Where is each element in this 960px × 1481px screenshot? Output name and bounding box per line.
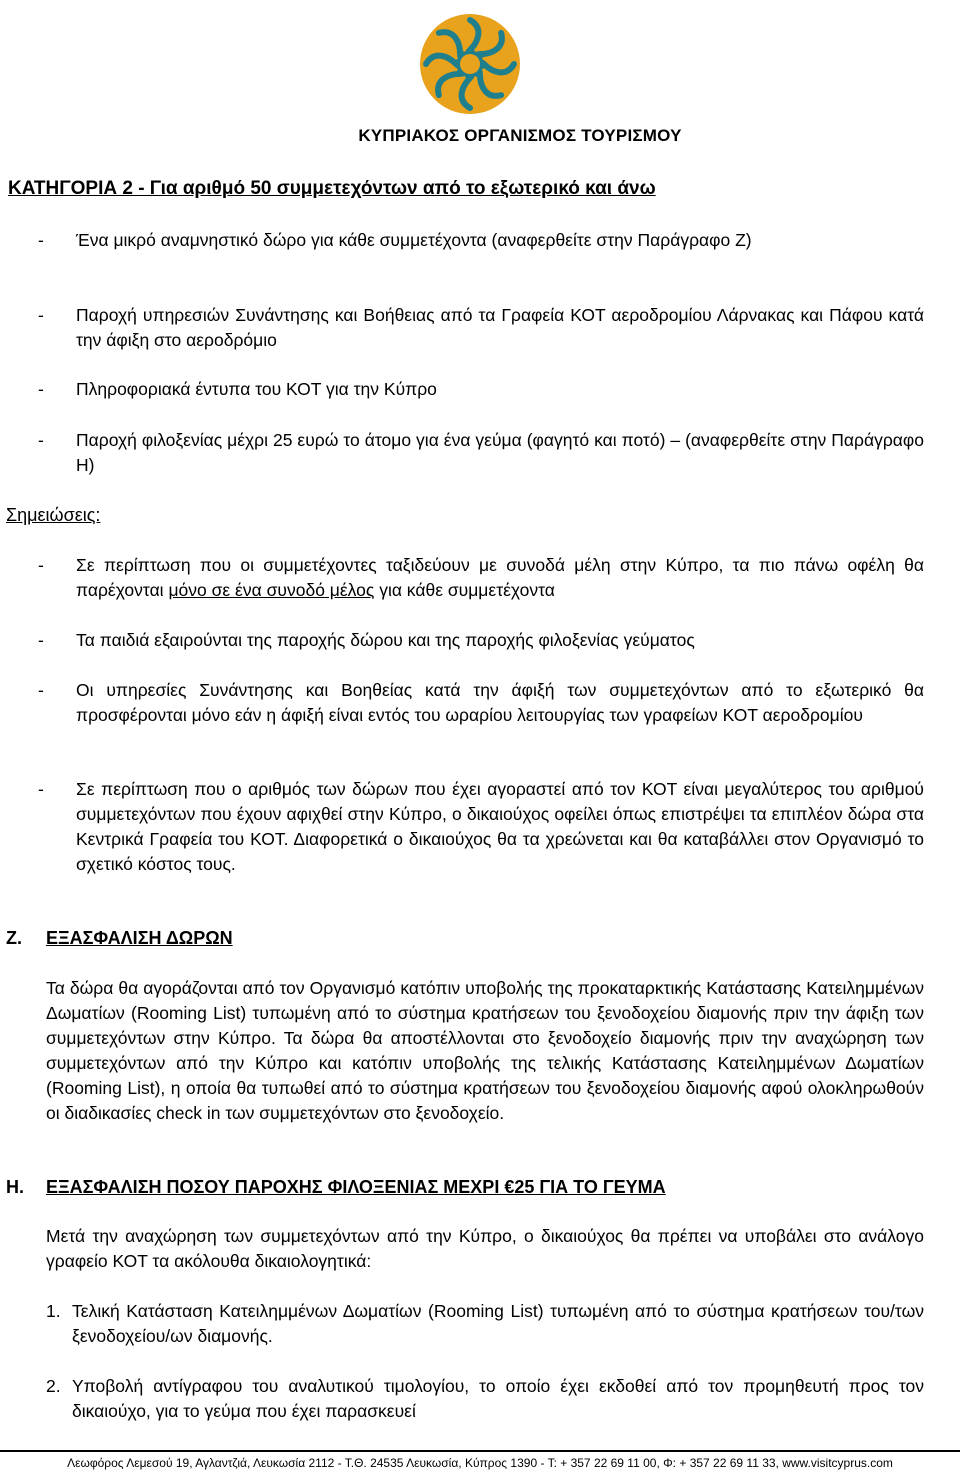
section-h-intro: Μετά την αναχώρηση των συμμετεχόντων από την Κύπρο, ο δικαιούχος θα πρέπει να υποβάλει στο ανάλογο γραφείο ΚΟΤ τα ακόλουθα δικαιολογητικά: [46, 1226, 924, 1271]
note-text-start: Σε περίπτωση που οι συμμετέχοντες ταξιδεύουν με συνοδά μέλη στην Κύπρο, τα πιο πάνω οφέλη θα παρέχονται [76, 555, 924, 600]
note-text-end: για κάθε συμμετέχοντα [374, 580, 555, 600]
bullet-dash: - [38, 230, 44, 250]
section-letter: Ζ. [6, 928, 22, 948]
list-item [38, 628, 924, 653]
note-text-underlined: μόνο σε ένα συνοδό μέλος [168, 580, 375, 600]
org-name: ΚΥΠΡΙΑΚΟΣ ΟΡΓΑΝΙΣΜΟΣ ΤΟΥΡΙΣΜΟΥ [358, 126, 682, 145]
list-item-text: Παροχή φιλοξενίας μέχρι 25 ευρώ το άτομο για ένα γεύμα (φαγητό και ποτό) – (αναφερθείτε στην Παράγραφο Η) [76, 430, 924, 475]
numbered-item [46, 1299, 924, 1349]
bullet-dash: - [38, 430, 44, 450]
section-title: ΕΞΑΣΦΑΛΙΣΗ ΔΩΡΩΝ [46, 928, 233, 948]
section-h-heading [6, 1177, 906, 1201]
bullet-dash: - [38, 680, 44, 700]
section-z-body: Τα δώρα θα αγοράζονται από τον Οργανισμό κατόπιν υποβολής της προκαταρκτικής Κατάστασης Κατειλημμένων Δωματίων (Rooming List) τυπωμένη από το σύστημα κρατήσεων του ξενοδοχείου διαμονής πριν την άφιξη των συμμετεχόντων στην Κύπρο. Τα δώρα θα αποστέλλονται στο ξενοδοχείο διαμονής πριν την αναχώρηση των συμμετεχόντων από την Κύπρο και κατόπιν υποβολής της τελικής Κατάστασης Κατειλημμένων Δωματίων (Rooming List), η οποία θα τυπωθεί από το σύστημα κρατήσεων του ξενοδοχείου διαμονής αφού ολοκληρωθούν οι διαδικασίες check in των συμμετεχόντων στο ξενοδοχείο. [46, 978, 924, 1123]
bullet-dash: - [38, 779, 44, 799]
numbered-item [46, 1374, 924, 1424]
list-item [38, 678, 924, 728]
section-letter: Η. [6, 1177, 24, 1197]
bullet-dash: - [38, 555, 44, 575]
bullet-dash: - [38, 630, 44, 650]
list-item-text: Παροχή υπηρεσιών Συνάντησης και Βοήθειας από τα Γραφεία ΚΟΤ αεροδρομίου Λάρνακας και Πάφου κατά την άφιξη στο αεροδρόμιο [76, 305, 924, 350]
list-item [38, 303, 924, 353]
list-item [38, 777, 924, 877]
footer-address: Λεωφόρος Λεμεσού 19, Αγλαντζιά, Λευκωσία 2112 - Τ.Θ. 24535 Λευκωσία, Κύπρος 1390 - Τ: + 357 22 69 11 00, Φ: + 357 22 69 11 33, www.visitcyprus.com [67, 1456, 893, 1470]
cto-swirl-logo-icon [400, 8, 540, 120]
list-item [38, 428, 924, 478]
list-item [38, 553, 924, 603]
item-number: 1. [46, 1301, 61, 1321]
list-item [38, 377, 924, 402]
list-item-text: Σε περίπτωση που ο αριθμός των δώρων που έχει αγοραστεί από τον ΚΟΤ είναι μεγαλύτερος του αριθμού συμμετεχόντων που έχουν αφιχθεί στην Κύπρο, ο δικαιούχος οφείλει όπως επιστρέψει τα επιπλέον δώρα στα Κεντρικά Γραφεία του ΚΟΤ. Διαφορετικά ο δικαιούχος θα τα χρεώνεται και θα καταβάλλει στον Οργανισμό το σχετικό κόστος τους. [76, 779, 924, 874]
list-item-text: Οι υπηρεσίες Συνάντησης και Βοηθείας κατά την άφιξή των συμμετεχόντων από το εξωτερικό θα προσφέρονται μόνο εάν η άφιξή είναι εντός του ωραρίου λειτουργίας των γραφείων ΚΟΤ αεροδρομίου [76, 680, 924, 725]
bullet-dash: - [38, 305, 44, 325]
item-number: 2. [46, 1376, 61, 1396]
bullet-dash: - [38, 379, 44, 399]
notes-label: Σημειώσεις: [6, 505, 101, 525]
item-text: Τελική Κατάσταση Κατειλημμένων Δωματίων (Rooming List) τυπωμένη από το σύστημα κρατήσεων του/των ξενοδοχείου/ων διαμονής. [72, 1301, 924, 1346]
list-item-text: Πληροφοριακά έντυπα του ΚΟΤ για την Κύπρο [76, 379, 437, 399]
list-item-text: Ένα μικρό αναμνηστικό δώρο για κάθε συμμετέχοντα (αναφερθείτε στην Παράγραφο Ζ) [76, 230, 752, 250]
list-item-text [76, 553, 924, 603]
list-item [38, 228, 924, 253]
section-title: ΕΞΑΣΦΑΛΙΣΗ ΠΟΣΟΥ ΠΑΡΟΧΗΣ ΦΙΛΟΞΕΝΙΑΣ ΜΕΧΡΙ €25 ΓΙΑ ΤΟ ΓΕΥΜΑ [46, 1177, 666, 1197]
category-heading: ΚΑΤΗΓΟΡΙΑ 2 - Για αριθμό 50 συμμετεχόντων από το εξωτερικό και άνω [8, 178, 656, 199]
footer-divider [0, 1450, 960, 1452]
list-item-text: Τα παιδιά εξαιρούνται της παροχής δώρου και της παροχής φιλοξενίας γεύματος [76, 630, 695, 650]
section-z-heading [6, 928, 906, 952]
item-text: Υποβολή αντίγραφου του αναλυτικού τιμολογίου, το οποίο έχει εκδοθεί από τον προμηθευτή προς τον δικαιούχο, για το γεύμα που έχει παρασκευεί [72, 1376, 924, 1421]
